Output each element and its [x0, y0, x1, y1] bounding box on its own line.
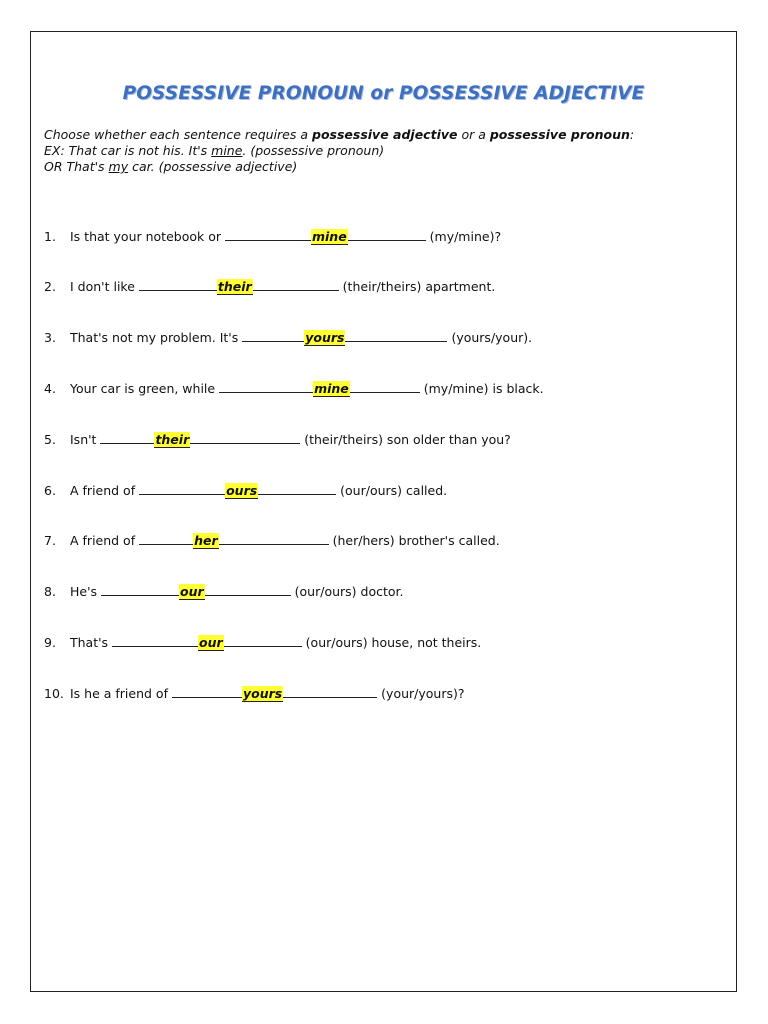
question-number: 7. [44, 533, 56, 548]
answer-blank [253, 277, 339, 291]
question-5 [44, 430, 511, 448]
answer-blank [205, 582, 291, 596]
question-text: (our/ours) doctor. [290, 584, 404, 599]
answer-blank [283, 684, 377, 698]
worksheet-page [30, 31, 737, 992]
instructions-text: or a [457, 127, 490, 142]
instructions-bold-term: possessive pronoun [489, 127, 630, 142]
answer-highlight[interactable]: ours [226, 483, 258, 498]
example-text: . (possessive pronoun) [242, 143, 385, 158]
answer-blank [225, 227, 311, 241]
example-underlined: my [108, 159, 129, 174]
question-text: (her/hers) brother's called. [328, 533, 500, 548]
answer-blank [350, 379, 420, 393]
question-number: 2. [44, 279, 56, 294]
question-text: (your/yours)? [377, 686, 465, 701]
question-number: 4. [44, 381, 56, 396]
instructions-line-1 [44, 127, 634, 143]
question-text: Isn't [70, 432, 101, 447]
worksheet-title: POSSESSIVE PRONOUN or POSSESSIVE ADJECTIVE [122, 83, 645, 104]
answer-blank [139, 481, 225, 495]
question-number: 9. [44, 635, 56, 650]
question-number: 8. [44, 584, 56, 599]
question-7 [44, 531, 500, 549]
question-4 [44, 379, 544, 397]
answer-blank [172, 684, 242, 698]
example-text: OR That's [44, 159, 109, 174]
question-text: That's [70, 635, 113, 650]
question-text: I don't like [70, 279, 139, 294]
question-text: A friend of [70, 483, 140, 498]
instructions [44, 127, 634, 175]
question-9 [44, 633, 481, 651]
question-text: Is he a friend of [70, 686, 172, 701]
answer-blank [242, 328, 304, 342]
answer-highlight[interactable]: mine [311, 229, 347, 244]
instructions-text: : [629, 127, 635, 142]
instructions-text: Choose whether each sentence requires a [44, 127, 312, 142]
example-underlined: mine [211, 143, 243, 158]
question-1 [44, 227, 501, 245]
answer-highlight[interactable]: mine [314, 381, 349, 396]
answer-highlight[interactable]: their [155, 432, 190, 447]
answer-blank [219, 531, 329, 545]
answer-blank [258, 481, 336, 495]
question-number: 1. [44, 229, 56, 244]
question-number: 5. [44, 432, 56, 447]
question-text: (their/theirs) son older than you? [300, 432, 511, 447]
question-text: A friend of [70, 533, 140, 548]
question-number: 10. [44, 686, 64, 701]
question-text: (my/mine) is black. [419, 381, 544, 396]
answer-highlight[interactable]: yours [305, 330, 345, 345]
answer-blank [224, 633, 302, 647]
instructions-bold-term: possessive adjective [312, 127, 458, 142]
answer-blank [345, 328, 447, 342]
example-text: car. (possessive adjective) [128, 159, 298, 174]
answer-blank [219, 379, 313, 393]
question-text: (yours/your). [447, 330, 533, 345]
example-text: EX: That car is not his. It's [44, 143, 212, 158]
question-10 [44, 684, 465, 702]
instructions-line-3 [44, 159, 634, 175]
answer-highlight[interactable]: our [180, 584, 204, 599]
answer-highlight[interactable]: her [194, 533, 218, 548]
question-text: He's [70, 584, 102, 599]
question-text: (their/theirs) apartment. [338, 279, 496, 294]
answer-blank [139, 277, 217, 291]
answer-blank [348, 227, 426, 241]
question-text: That's not my problem. It's [70, 330, 243, 345]
question-6 [44, 481, 447, 499]
question-2 [44, 277, 495, 295]
answer-blank [112, 633, 198, 647]
question-8 [44, 582, 403, 600]
answer-blank [190, 430, 300, 444]
question-number: 3. [44, 330, 56, 345]
answer-blank [101, 582, 179, 596]
question-text: (my/mine)? [425, 229, 502, 244]
answer-blank [100, 430, 154, 444]
instructions-line-2 [44, 143, 634, 159]
answer-highlight[interactable]: their [217, 279, 252, 294]
answer-blank [139, 531, 193, 545]
question-text: (our/ours) called. [336, 483, 448, 498]
question-text: Is that your notebook or [70, 229, 225, 244]
answer-highlight[interactable]: our [199, 635, 223, 650]
question-text: (our/ours) house, not theirs. [301, 635, 482, 650]
question-text: Your car is green, while [70, 381, 220, 396]
answer-highlight[interactable]: yours [242, 686, 283, 701]
question-3 [44, 328, 532, 346]
question-number: 6. [44, 483, 56, 498]
